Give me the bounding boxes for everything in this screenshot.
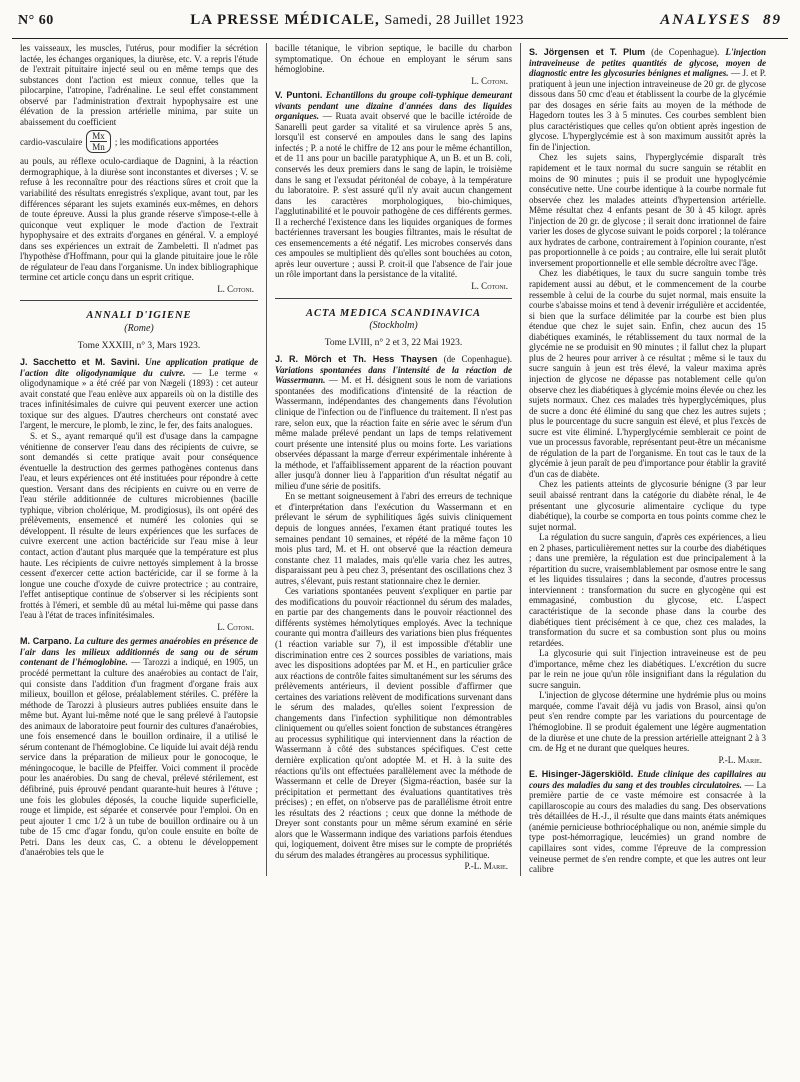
section-label (660, 12, 782, 29)
text-columns (12, 43, 788, 876)
article-title: La culture des germes anaérobies en présence de l'air dans les milieux additionnés de sang ou de sérum contenant de l'hémoglobine. (20, 636, 258, 668)
section-title: ANNALI D'IGIENE (86, 310, 192, 322)
page-number-right: 89 (763, 12, 782, 28)
issue-reference: Tome LVIII, n° 2 et 3, 22 Mai 1923. (324, 337, 463, 348)
article-authors: J. Sacchetto et M. Savini. (20, 357, 140, 368)
section-title: ACTA MEDICA SCANDINAVICA (306, 307, 481, 319)
section-city: (Rome) (124, 323, 154, 335)
article-place: (de Copenhague). (443, 354, 512, 365)
column-right (520, 43, 774, 876)
article-title: Une application pratique de l'action dite oligodynamique du cuivre. (20, 357, 258, 378)
section-city: (Stockholm) (369, 320, 418, 332)
paragraph: S. et S., ayant remarqué qu'il est d'usage dans la campagne vénitienne de conserver l'eau dans des récipients de cuivre, se sont demandés si cette pratique avait pour conséquence éventuelle la destruction des germes pathogènes contenus dans l'eau, et leurs expériences ont été instituées pour répondre à cette question. Versant dans des récipients en cuivre ou en verre de l'eau stérile additionnée de cultures microbiennes (bacille typhique, vibrion cholérique, M. prodigiosus), ils ont opéré des prélèvements, ensemencé et numéré les colonies qui se développent. Il résulte de leurs expériences que les surfaces de cuivre exercent une action bactéricide sur l'eau mise à leur contact, action d'autant plus marquée que la température est plus haute. Les récipients de cuivre nettoyés simplement à la brosse cessent d'exercer cette action bactéricide, car il se forme à la longue une couche d'oxyde de cuivre protectrice ; au contraire, l'effet antiseptique continue de s'observer si les récipients sont frottés à l'émeri, et semble dû au métal lui-même qui passe dans l'eau à l'état de traces infinitésimales. (20, 430, 258, 621)
article-authors: J. R. Mörch et Th. Hess Thaysen (275, 354, 438, 365)
column-middle (266, 43, 520, 876)
article-authors: V. Puntoni. (275, 90, 323, 101)
fraction-denominator: Mn (92, 142, 105, 153)
formula-label: cardio-vasculaire (20, 136, 83, 147)
article (529, 47, 766, 152)
paragraph: La régulation du sucre sanguin, d'après ces expériences, a lieu en 2 phases, particulièrement nettes sur la courbe des diabétiques ; dans une première, la régulation est due principalement à la répartition du sucre, vraisemblablement par osmose entre le sang et les liquides tissulaires ; dans la seconde, d'autres processus interviennent : transformation du sucre en glycogène qui est emmagasiné, combustion du glycose, etc. L'aspect caractéristique de la seconde phase dans la courbe des diabétiques tient précisément à ce que, chez ces malades, la transformation du sucre et sa combustion sont plus ou moins retardées. (529, 532, 766, 648)
article-text: — J. et P. pratiquent à jeun une injection intraveineuse de 20 gr. de glycose dissous dans 50 cmc d'eau et établissent la courbe de la glycémie par des dosages en série faits au moyen de la méthode de Hagedorn toutes les 3 à 5 minutes. Ces courbes semblent bien plus caractéristiques que celles qu'on obtient après ingestion de glycose. L'hyperglycémie est à son maximum aussitôt après la fin de l'injection. (529, 68, 767, 152)
column-left (12, 43, 266, 876)
article-text: — La première partie de ce vaste mémoire est consacrée à la capillaroscopie au cours des maladies du sang. Des observations très détaillées de H.-J., il résulte que dans maints états anémiques (anémie pernicieuse bothriocéphalique ou non, anémie simple du type post-hémorragique, leucémies) un grand nombre de capillaires sont vides, comme l'épreuve de la compression veineuse permet de s'en rendre compte, et que les autres ont leur calibre (529, 779, 766, 875)
running-header (12, 12, 788, 39)
article-authors: E. Hisinger-Jägerskiöld. (529, 769, 634, 780)
paragraph: La glycosurie qui suit l'injection intraveineuse est de peu d'importance, même chez les diabétiques. L'excrétion du sucre par le rein ne joue qu'un rôle insignifiant dans la régulation du sucre sanguin. (529, 648, 766, 690)
issue-date: Samedi, 28 Juillet 1923 (384, 13, 524, 28)
article (275, 354, 512, 491)
fraction-numerator: Mx (92, 131, 105, 142)
divider (275, 298, 512, 299)
signature: L. Cotoni. (471, 281, 508, 292)
article-text: — Ruata avait observé que le bacille ictéroïde de Sanarelli peut garder sa vitalité et sa virulence après 5 ans, lorsqu'il est conservé en ampoules dans le sang des lapins infectés ; P. a noté le chiffre de 12 ans pour le même échantillon, et de 11 ans pour un bacille paratyphique A, un B. et un B. coli, conservés les deux premiers dans le sang de lapin, le troisième dans le sang et l'exsudat péritonéal de cobaye, à la température du laboratoire. P. s'est assuré qu'il n'y avait aucun changement dans les caractères morphologiques, bio-chimiques, l'agglutinabilité et le pouvoir pathogène de ces différents germes. Il a recherché l'existence dans les liquides organiques de formes bactériennes traversant les bougies filtrantes, mais le résultat de ces ensemencements a été négatif. Les microbes conservés dans ces ampoules se multiplient dès qu'elles sont bouchées au coton, après leur ouverture ; aussi P. croit-il que l'absence de l'air joue un rôle important dans la persistance de la vitalité. (275, 111, 512, 280)
article-title: Echantillons du groupe coli-typhique demeurant vivants pendant une dizaine d'années dans des liquides organiques. (275, 90, 513, 122)
formula (20, 130, 258, 153)
formula-tail: ; les modifications apportées (114, 136, 219, 147)
article-title: Variations spontanées dans l'intensité de la réaction de Wassermann. (275, 364, 512, 386)
article-title: L'injection intraveineuse de petites quantités de glycose, moyen de diagnostic entre les glycosuries bénignes et malignes. (529, 47, 767, 79)
article (275, 90, 512, 280)
paragraph: les vaisseaux, les muscles, l'utérus, pour modifier la sécrétion lactée, les échanges organiques, la diurèse, etc. V. a repris l'étude de l'extrait pituitaire injecté seul ou en même temps que des substances dont l'action est mieux connue, telles que la pilocarpine, l'atropine, l'adrénaline. Le seul effet constamment observé par l'administration d'extrait hypophysaire est une élévation de la pression artérielle minima, par suite un abaissement du coefficient (20, 43, 258, 127)
article-text: — Le terme « oligodynamique » a été créé par von Nægeli (1893) : cet auteur avait constaté que l'eau enlève aux appareils où on la distille des traces infinitésimales de cuivre qui peuvent exercer une action toxique sur des algues. D'autres chercheurs ont constaté avec l'argent, le mercure, le plomb, le zinc, le fer, des faits analogues. (20, 367, 258, 431)
article (20, 357, 258, 431)
page-number-left: N° 60 (18, 13, 54, 28)
signature: P.-L. Marie. (464, 861, 508, 872)
signature: L. Cotoni. (217, 621, 254, 632)
journal-title (190, 12, 523, 29)
article-title: Etude clinique des capillaires au cours des maladies du sang et des troubles circulatoires. (529, 769, 766, 790)
paragraph: bacille tétanique, le vibrion septique, le bacille du charbon symptomatique. On échoue en employant le sérum sans hémoglobine. (275, 43, 512, 75)
article-authors: S. Jörgensen et T. Plum (529, 47, 646, 57)
issue-reference: Tome XXXIII, n° 3, Mars 1923. (77, 340, 201, 351)
signature: P.-L. Marie. (718, 754, 762, 765)
journal-name: LA PRESSE MÉDICALE, (190, 12, 380, 28)
article-text: — Tarozzi a indiqué, en 1905, un procédé permettant la culture des anaérobies au contact de l'air, qui consiste dans l'addition d'un fragment d'organe frais aux milieux, bouillon et gélose, préalablement stériles. C. préfère la méthode de Tarozzi à plusieurs autres publiées ensuite dans le même but. Ayant lui-même noté que le sang prélevé à l'autopsie des animaux de laboratoire peut fournir des cultures d'anaérobies, une fois ensemencé dans le bouillon ordinaire, il a utilisé le sérum contenant de l'hémoglobine. Ce liquide lui avait déjà rendu service dans la préparation de milieux pour le gonocoque, le méningocoque, le bacille de Pfeiffer. Voici comment il procède pour les anaérobies. Du sang de cheval, prélevé stérilement, est défibriné, puis éprouvé pendant quarante-huit heures à l'étuve ; une fois les globules déposés, la couche liquide superficielle, rouge et limpide, est séparée et conservée pour l'emploi. On en peut ajouter 1 cmc 1/2 à un tube de bouillon ordinaire ou à un tube de 15 cmc d'agar fondu, qu'on coule ensuite en boîte de Petri. Dans les deux cas, C. a obtenu le développement d'anaérobies tels que le (20, 657, 258, 858)
paragraph: Chez les diabétiques, le taux du sucre sanguin tombe très rapidement aussi au début, et le commencement de la courbe ressemble à celui de la courbe du sujet normal, mais ensuite la courbe s'abaisse moins et tend à devenir irrégulière et accidentée, si bien que la surface délimitée par la courbe est bien plus étendue que chez le sujet sain. Enfin, chez aucun des 15 diabétiques examinés, le rétablissement du taux normal de la glycémie ne se produisit en 90 minutes ; il fallut chez la plupart plus de 2 heures pour arriver à ce résultat ; même si le taux du sucre sanguin à jeun est très élevé, la valeur maxima après injection de glycose ne dépasse pas notablement celle qu'on observe chez les diabétiques à glycémie moins élevée ou chez les sujets normaux. Chez ces malades très hyperglycémiques, plus de sucre a donc été éliminé du sang que chez les autres sujets ; plus le pourcentage du sucre sanguin est élevé, et plus l'excès de sucre est vite éliminé. L'hyperglycémie semblerait ce point de vue un processus favorable, représentant peut-être un mécanisme de régulation de la part de l'organisme. En tout cas le taux de la glycémie à jeun paraît de peu d'importance pour établir la gravité d'un cas de diabète. (529, 268, 766, 479)
paragraph: Chez les patients atteints de glycosurie bénigne (3 par leur seuil abaissé rentrant dans la catégorie du diabète rénal, le 4e présentant une glycosurie alimentaire cyclique du type diabétique), la courbe se comporta en tous points comme chez le sujet normal. (529, 479, 766, 532)
divider (20, 300, 258, 301)
article-place: (de Copenhague). (651, 47, 720, 57)
signature: L. Cotoni. (471, 75, 508, 86)
paragraph: L'injection de glycose détermine une hydrémie plus ou moins marquée, comme l'avait déjà vu jadis von Brasol, ainsi qu'on peut s'en rendre compte par les variations du pourcentage de l'hémoglobine. Il se produit également une légère augmentation de la diurèse et une chute de la pression artérielle atteignant 2 à 3 cm. de Hg et ne durant que quelques heures. (529, 690, 766, 754)
signature: L. Cotoni. (217, 283, 254, 294)
article (20, 636, 258, 857)
article-text: — M. et H. désignent sous le nom de variations spontanées des modifications d'intensité de la réaction de Wassermann, indépendantes des changements dans l'évolution clinique de l'infection ou de l'influence du traitement. Il n'est pas rare, selon eux, que la réaction faite en série avec le sérum d'un même malade prélevé pendant un laps de temps relativement court présente une intensité plus ou moins forte. Les variations observées dépassant la marge d'erreur expérimentale inhérente à la méthode, et l'affaiblissement apparent de la réaction pouvant aller jusqu'à donner lieu à l'apparition d'un résultat négatif au milieu d'une série de positifs. (275, 375, 512, 491)
article-authors: M. Carpano. (20, 636, 72, 647)
article (529, 769, 766, 874)
paragraph: En se mettant soigneusement à l'abri des erreurs de technique et d'interprétation dans l'exécution du Wassermann et en prélevant le sérum de syphilitiques âgés suivis cliniquement depuis de longues années, l'examen étant pratiqué toutes les semaines pendant 10 semaines, et répété de la même façon 10 mois plus tard, M. et H. ont observé que la réaction demeura constante chez 11 malades, mais qu'elle varia chez les autres, disparaissant peu à peu chez 3, présentant des oscillations chez 3 autres, s'élevant, puis restant stationnaire chez le dernier. (275, 491, 512, 586)
paragraph: Chez les sujets sains, l'hyperglycémie disparaît très rapidement et le taux normal du sucre sanguin se rétablit en moins de 90 minutes ; puis il se produit une hypoglycémie consécutive nette. Une courbe identique à la courbe normale fut observée chez les malades atteints d'hypertension artérielle. Même résultat chez 4 enfants pesant de 30 à 45 kilogr. après l'injection de 20 gr. de glycose ; il serait donc irrationnel de faire varier les doses de glycose suivant le poids corporel ; la tolérance aux hydrates de carbone, contrairement à l'opinion courante, n'est pas proportionnelle à ce poids ; au contraire, elle lui serait plutôt inversement proportionnelle et elle semble décroître avec l'âge. (529, 152, 766, 268)
fraction (86, 130, 111, 153)
section-name: ANALYSES (660, 12, 752, 28)
paragraph: au pouls, au réflexe oculo-cardiaque de Dagnini, à la réaction dermographique, à la diurèse sont inconstantes et diverses ; V. se refuse à les reconnaître pour des réactions sûres et croit que la variabilité des résultats enregistrés s'explique, avant tout, par les différences séparant les sujets examinés eux-mêmes, en dehors de toute épreuve. Aussi la plus grande réserve s'impose-t-elle à quiconque veut expliquer le mode d'action de l'extrait hypophysaire et des extraits d'organes en général. V. a employé dans ses expériences un extrait de Zambeletti. Il n'admet pas l'hypothèse d'Hoffmann, pour qui la glande pituitaire joue le rôle de régulateur de l'eau dans l'organisme. Un index bibliographique termine cet article conçu dans un esprit critique. (20, 156, 258, 283)
paragraph: Ces variations spontanées peuvent s'expliquer en partie par des modifications du pouvoir réactionnel du sérum des malades, en partie par des changements dans le pouvoir réactionnel des différents systèmes hémolytiques employés. Avec la technique courante qui montra d'ailleurs des variations bien plus fréquentes (1 réaction variable sur 7), il est impossible d'établir une discrimination entre ces 2 sources possibles de variations, mais avec les dispositions adoptées par M. et H., en particulier grâce aux réactions de contrôle faites simultanément sur les sérums des prélèvements antérieurs, il devient possible d'affirmer que certaines des variations relèvent de modifications survenant dans le sérum des malades, qu'elles soient l'expression de changements dans l'infection syphilitique non démontrables cliniquement ou qu'elles soient fonction de substances étrangères au processus syphilitique qui interviennent dans la réaction de Wassermann à côté des substances spécifiques. C'est cette dernière explication qu'ont adoptée M. et H. à la suite des réactions qu'ils ont effectuées parallèlement avec la méthode de Wassermann et celle de Dreyer (Sigma-réaction, basée sur la précipitation et permettant des évaluations quantitatives très précises) ; en effet, on n'observe pas de parallélisme étroit entre les résultats des 2 réactions ; ceux que donne la méthode de Dreyer sont constants pour un même sérum examiné en série alors que le Wassermann indique des variations parfois étendues qui, logiquement, doivent être mises sur le compte de propriétés du sérum des malades étrangères au processus syphilitique. (275, 586, 512, 860)
